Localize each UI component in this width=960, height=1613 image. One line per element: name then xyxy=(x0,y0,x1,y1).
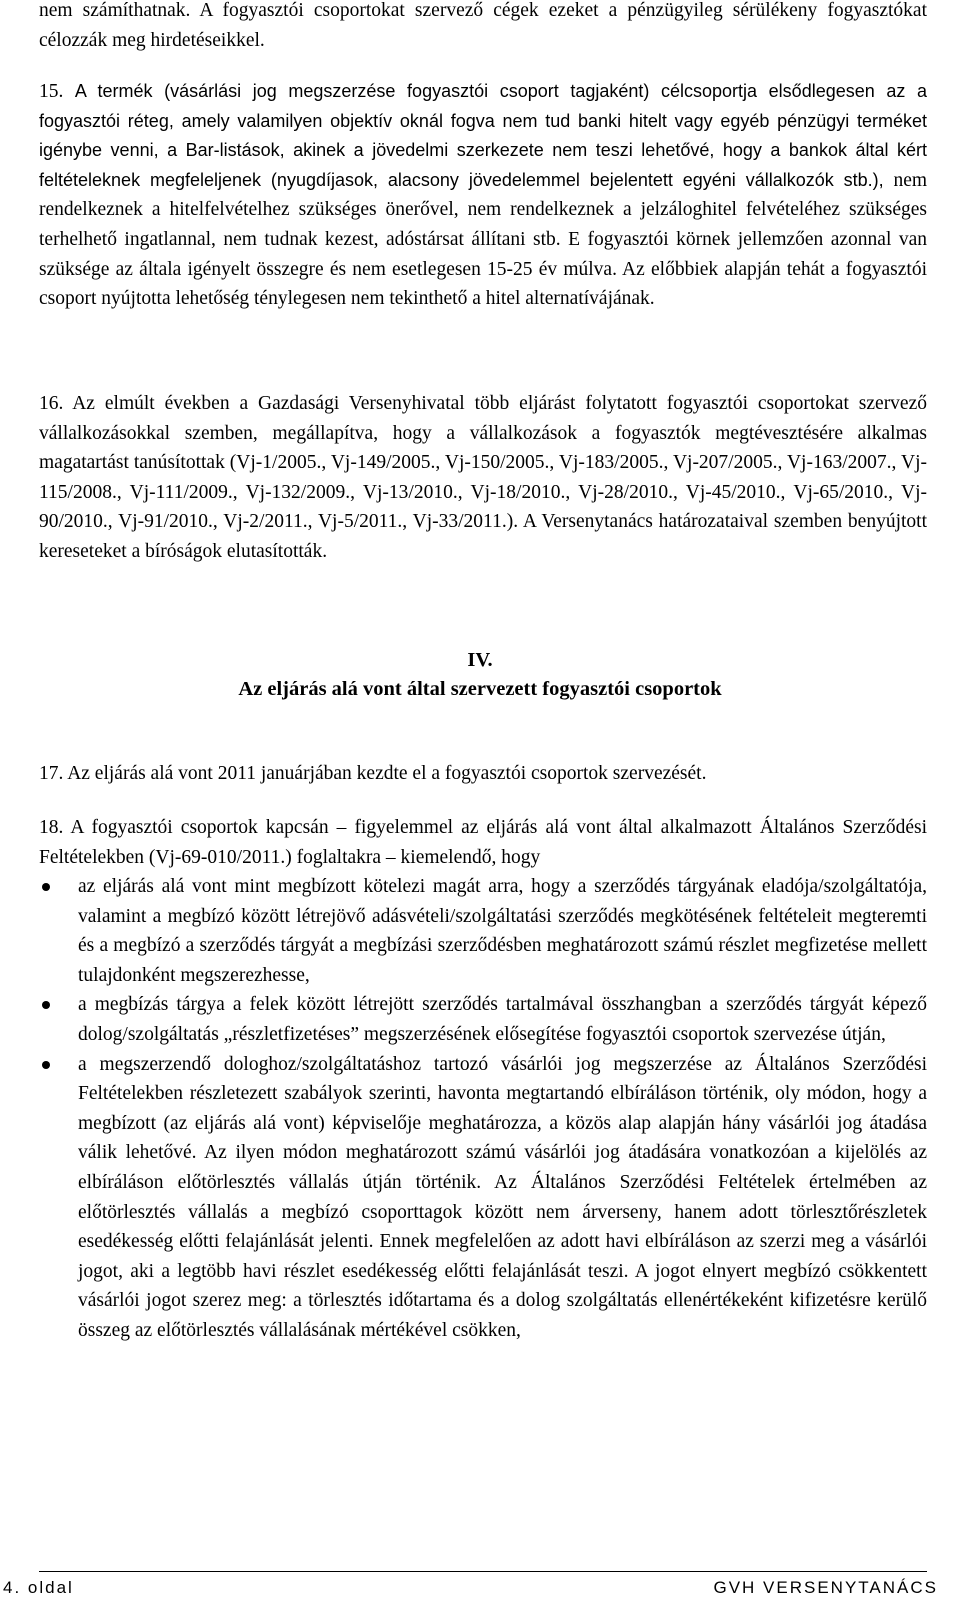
paragraph-18-text: A fogyasztói csoportok kapcsán – figyelemmel az eljárás alá vont által alkalmazott Általános Szerződési Feltételekben (Vj-69-010/2011.) foglaltakra – kiemelendő, hogy xyxy=(39,817,927,868)
bullet-icon xyxy=(42,1061,50,1069)
paragraph-number: 17. xyxy=(39,763,64,784)
paragraph-16 xyxy=(39,389,927,567)
list-item xyxy=(39,872,927,990)
bullet-icon xyxy=(42,883,50,891)
paragraph-18 xyxy=(39,813,927,872)
paragraph-17 xyxy=(39,759,927,789)
bullet-list xyxy=(39,872,927,1346)
paragraph-number: 18. xyxy=(39,817,64,838)
list-item-text: a megszerzendő dologhoz/szolgáltatáshoz tartozó vásárlói jog megszerzése az Általános Szerződési Feltételekben részletezett szabályok szerinti, havonta megtartandó elbíráláson történik, oly módon, hogy a megbízott (az eljárás alá vont) képviselője meghatározza, a közös alap alapján hány vásárlói jog átadása válik lehetővé. Az ilyen módon meghatározott számú vásárlói jog átadására vonatkozóan a kijelölés az elbíráláson előtörlesztés vállalás útján történik. Az Általános Szerződési Feltételek értelmében az előtörlesztés vállalás a megbízó csoporttagok között nem árverseny, hanem adott törlesztőrészletek esedékesség előtti felajánlását jelenti. Ennek megfelelően az adott havi elbíráláson az szerzi meg a vásárlói jogot, aki a legtöbb havi részlet esedékesség előtti felajánlását teszi. A jogot elnyert megbízó csökkentett vásárlói jogot szerez meg: a törlesztés időtartama és a dolog szolgáltatás ellenértékeként kifizetésre kerülő összeg az előtörlesztés vállalásának mértékével csökken, xyxy=(78,1053,927,1341)
intro-tail-paragraph: nem számíthatnak. A fogyasztói csoportokat szervező cégek ezeket a pénzügyileg sérülékeny fogyasztókat célozzák meg hirdetéseikkel. xyxy=(39,0,927,51)
footer-divider xyxy=(39,1571,927,1572)
list-item xyxy=(39,990,927,1049)
paragraph-15 xyxy=(39,77,927,314)
page-number: 4. oldal xyxy=(3,1578,74,1597)
section-title: Az eljárás alá vont által szervezett fogyasztói csoportok xyxy=(238,678,722,700)
paragraph-15-part2: nem rendelkeznek a hitelfelvételhez szükséges önerővel, nem rendelkeznek a jelzáloghitel felvételéhez szükséges terhelhető ingatlannal, nem tudnak kezest, adóstársat állítani stb. E fogyasztói körnek jellemzően azonnal van szüksége az általa igényelt összegre és nem esetlegesen 15-25 év múlva. Az előbbiek alapján tehát a fogyasztói csoport nyújtotta lehetőség ténylegesen nem tekinthető a hitel alternatívájának. xyxy=(39,169,928,310)
paragraph-number: 15. xyxy=(39,81,64,102)
list-item-text: az eljárás alá vont mint megbízott kötelezi magát arra, hogy a szerződés tárgyának eladója/szolgáltatója, valamint a megbízó között létrejövő adásvételi/szolgáltatási szerződés megkötésének feltételeit megteremti és a megbízó a szerződés tárgyát a megbízási szerződésben meghatározott számú részlet megfizetése mellett tulajdonként megszerezhesse, xyxy=(78,876,927,986)
paragraph-17-text: Az eljárás alá vont 2011 januárjában kezdte el a fogyasztói csoportok szervezését. xyxy=(67,763,707,784)
paragraph-15-part1: A termék (vásárlási jog megszerzése fogyasztói csoport tagjaként) célcsoportja elsődlegesen az a fogyasztói réteg, amely valamilyen objektív oknál fogva nem tud banki hitelt vagy egyéb pénzügyi terméket igénybe venni, a Bar-listások, akinek a jövedelmi szerkezete nem teszi lehetővé, hogy a bankok által kért feltételeknek megfeleljenek (nyugdíjasok, alacsony jövedelemmel bejelentett egyéni vállalkozók stb.), xyxy=(39,81,928,190)
bullet-icon xyxy=(42,1001,50,1009)
paragraph-number: 16. xyxy=(39,393,64,414)
paragraph-16-text: Az elmúlt években a Gazdasági Versenyhivatal több eljárást folytatott fogyasztói csoportokat szervező vállalkozásokkal szemben, megállapítva, hogy a vállalkozások a fogyasztók megtévesztésére alkalmas magatartást tanúsítottak (Vj-1/2005., Vj-149/2005., Vj-150/2005., Vj-183/2005., Vj-207/2005., Vj-163/2007., Vj-115/2008., Vj-111/2009., Vj-132/2009., Vj-13/2010., Vj-18/2010., Vj-28/2010., Vj-45/2010., Vj-65/2010., Vj-90/2010., Vj-91/2010., Vj-2/2011., Vj-5/2011., Vj-33/2011.). A Versenytanács határozataival szemben benyújtott kereseteket a bíróságok elutasították. xyxy=(39,393,927,562)
list-item-text: a megbízás tárgya a felek között létrejött szerződés tartalmával összhangban a szerződés tárgyát képező dolog/szolgáltatás „részletfizetéses” megszerzésének elősegítése fogyasztói csoportok szervezése útján, xyxy=(78,994,927,1045)
footer-organization: GVH VERSENYTANÁCS xyxy=(713,1578,938,1597)
section-number: IV. xyxy=(467,649,493,671)
list-item xyxy=(39,1050,927,1346)
